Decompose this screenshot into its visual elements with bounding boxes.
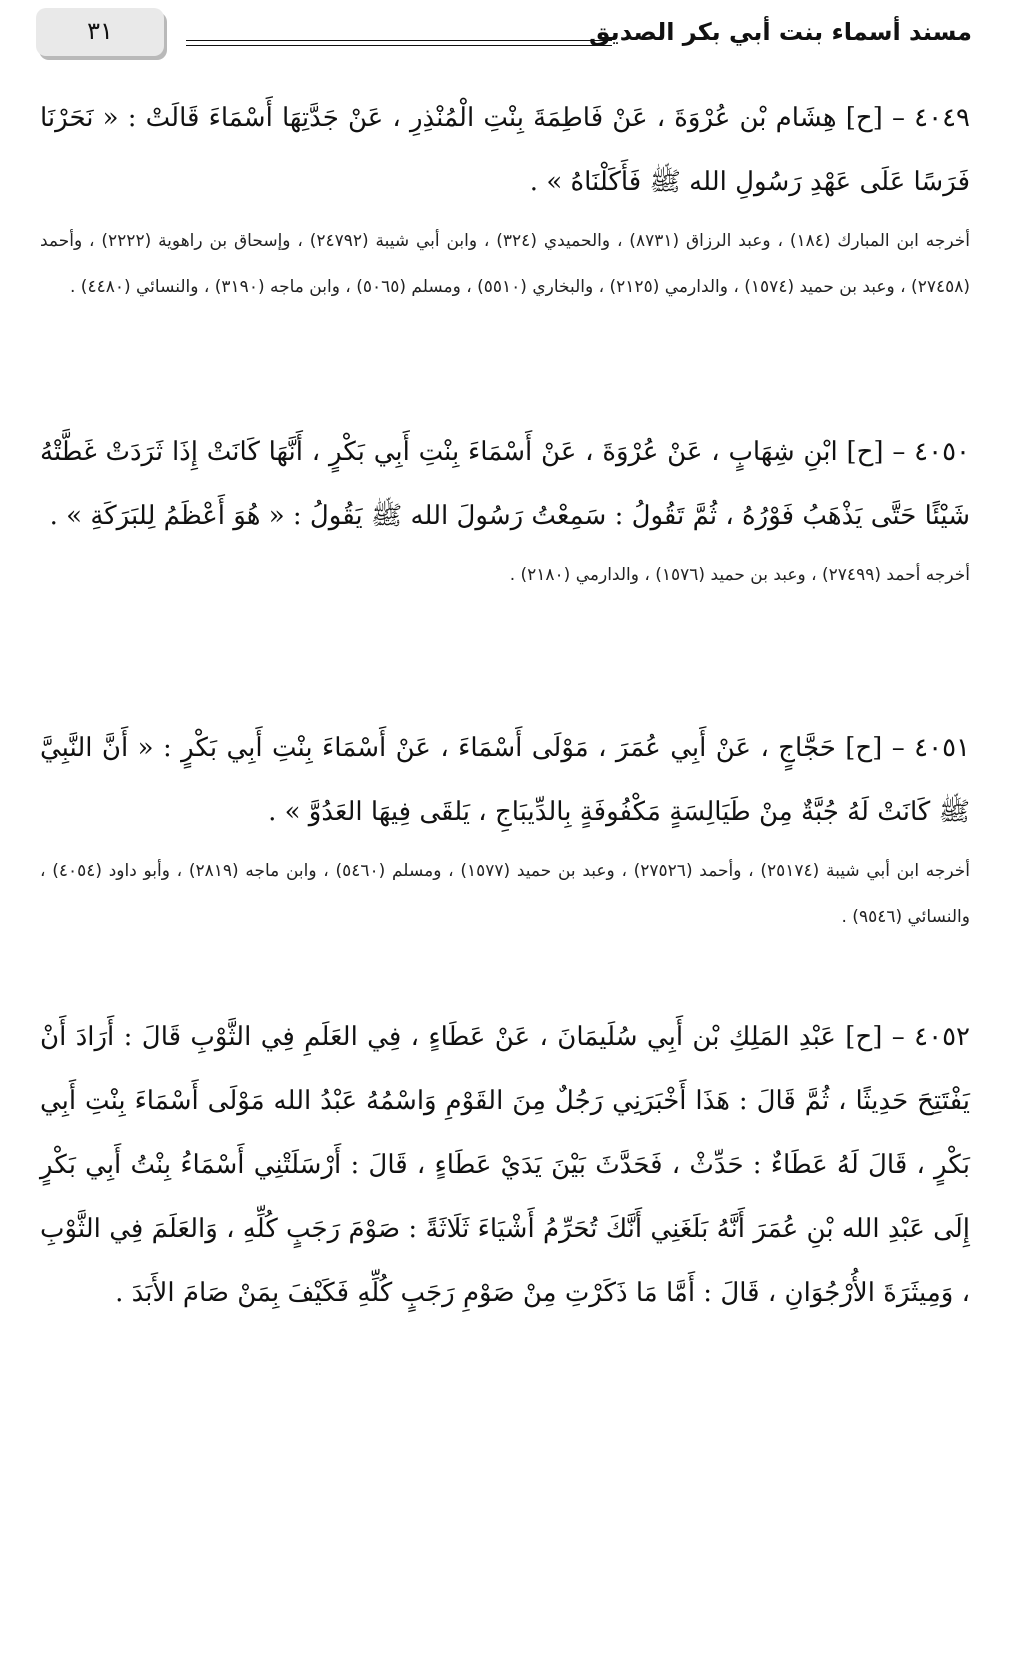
hadith-text: ٤٠٥١ – [ح] حَجَّاجٍ ، عَنْ أَبِي عُمَرَ ، مَوْلَى أَسْمَاءَ ، عَنْ أَسْمَاءَ بِنْتِ أَبِي بَكْرٍ : « أَنَّ النَّبِيَّ ﷺ كَانَتْ لَهُ جُبَّةٌ مِنْ طَيَالِسَةٍ مَكْفُوفَةٍ بِالدِّيبَاجِ ، يَلقَى فِيهَا العَدُوَّ » . (40, 733, 970, 827)
hadith-text: ٤٠٥٠ – [ح] ابْنِ شِهَابٍ ، عَنْ عُرْوَةَ ، عَنْ أَسْمَاءَ بِنْتِ أَبِي بَكْرٍ ، أَنَّهَا كَانَتْ إِذَا ثَرَدَتْ غَطَّتْهُ شَيْئًا حَتَّى يَذْهَبُ فَوْرُهُ ، ثُمَّ تَقُولُ : سَمِعْتُ رَسُولَ الله ﷺ يَقُولُ : « هُوَ أَعْظَمُ لِلبَرَكَةِ » . (40, 437, 970, 531)
hadith-entry-4050 (40, 420, 970, 598)
hadith-entry-4051 (40, 716, 970, 940)
running-title: مسند أسماء بنت أبي بكر الصديق (589, 18, 972, 46)
page-header (36, 8, 972, 60)
hadith-text: ٤٠٤٩ – [ح] هِشَام بْن عُرْوَةَ ، عَنْ فَاطِمَةَ بِنْتِ الْمُنْذِرِ ، عَنْ جَدَّتِهَا أَسْمَاءَ قَالَتْ : « نَحَرْنَا فَرَسًا عَلَى عَهْدِ رَسُولِ الله ﷺ فَأَكَلْنَاهُ » . (40, 103, 970, 197)
header-rule (186, 40, 612, 46)
page-number: ٣١ (36, 8, 164, 56)
takhrij-footnote: أخرجه أحمد (٢٧٤٩٩) ، وعبد بن حميد (١٥٧٦) ، والدارمي (٢١٨٠) . (509, 565, 970, 585)
takhrij-footnote: أخرجه ابن المبارك (١٨٤) ، وعبد الرزاق (٨٧٣١) ، والحميدي (٣٢٤) ، وابن أبي شيبة (٢٤٧٩٢) ، وإسحاق بن راهوية (٢٢٢٢) ، وأحمد (٢٧٤٥٨) ، وعبد بن حميد (١٥٧٤) ، والدارمي (٢١٢٥) ، والبخاري (٥٥١٠) ، ومسلم (٥٠٦٥) ، وابن ماجه (٣١٩٠) ، والنسائي (٤٤٨٠) . (40, 231, 970, 297)
takhrij-footnote: أخرجه ابن أبي شيبة (٢٥١٧٤) ، وأحمد (٢٧٥٢٦) ، وعبد بن حميد (١٥٧٧) ، ومسلم (٥٤٦٠) ، وابن ماجه (٢٨١٩) ، وأبو داود (٤٠٥٤) ، والنسائي (٩٥٤٦) . (40, 861, 971, 927)
hadith-text: ٤٠٥٢ – [ح] عَبْدِ المَلِكِ بْن أَبِي سُلَيمَانَ ، عَنْ عَطَاءٍ ، فِي العَلَمِ فِي الثَّوْبِ قَالَ : أَرَادَ أَنْ يَفْتَتِحَ حَدِيثًا ، ثُمَّ قَالَ : هَذَا أَخْبَرَنِي رَجُلٌ مِنَ القَوْمِ وَاسْمُهُ عَبْدُ الله مَوْلَى أَسْمَاءَ بِنْتِ أَبِي بَكْرٍ ، قَالَ لَهُ عَطَاءٌ : حَدِّثْ ، فَحَدَّثَ بَيْنَ يَدَيْ عَطَاءٍ ، قَالَ : أَرْسَلَتْنِي أَسْمَاءُ بِنْتُ أَبِي بَكْرٍ إِلَى عَبْدِ الله بْنِ عُمَرَ أَنَّهُ بَلَغَنِي أَنَّكَ تُحَرِّمُ أَشْيَاءَ ثَلَاثَةً : صَوْمَ رَجَبٍ كُلِّهِ ، وَالعَلَمَ فِي الثَّوْبِ ، وَمِيثَرَةَ الأُرْجُوَانِ ، قَالَ : أَمَّا مَا ذَكَرْتِ مِنْ صَوْمِ رَجَبٍ كُلِّهِ فَكَيْفَ بِمَنْ صَامَ الأَبَدَ . (40, 1022, 970, 1308)
hadith-entry-4052 (40, 1005, 970, 1325)
hadith-entry-4049 (40, 86, 970, 310)
